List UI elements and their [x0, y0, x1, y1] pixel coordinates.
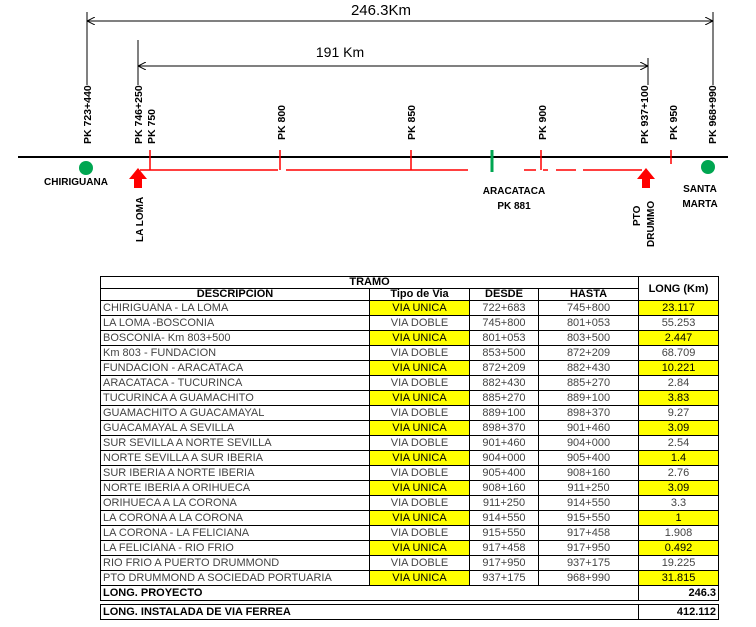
sections-table-body — [101, 301, 719, 586]
long-cell: 31.815 — [639, 571, 719, 586]
descripcion-cell: PTO DRUMMOND A SOCIEDAD PORTUARIA — [101, 571, 370, 586]
descripcion-cell: LA FELICIANA - RIO FRIO — [101, 541, 370, 556]
long-cell: 3.3 — [639, 496, 719, 511]
long-cell: 3.09 — [639, 481, 719, 496]
table-row — [101, 496, 719, 511]
hasta-cell: 937+175 — [539, 556, 639, 571]
tipo-cell: VIA DOBLE — [370, 376, 470, 391]
tipo-cell: VIA DOBLE — [370, 316, 470, 331]
hasta-cell: 905+400 — [539, 451, 639, 466]
long-cell: 19.225 — [639, 556, 719, 571]
la-loma-arrow-icon — [129, 168, 147, 188]
rail-line-diagram — [0, 0, 756, 270]
desde-cell: 914+550 — [470, 511, 539, 526]
desde-cell: 885+270 — [470, 391, 539, 406]
hasta-cell: 898+370 — [539, 406, 639, 421]
desde-cell: 872+209 — [470, 361, 539, 376]
hasta-cell: 872+209 — [539, 346, 639, 361]
desde-cell: 853+500 — [470, 346, 539, 361]
pk-label-750: PK 750 — [146, 108, 158, 144]
descripcion-cell: LA CORONA - LA FELICIANA — [101, 526, 370, 541]
desde-cell: 917+458 — [470, 541, 539, 556]
table-row — [101, 331, 719, 346]
pk-label-937: PK 937+100 — [639, 85, 651, 144]
chiriguana-station-dot — [79, 161, 93, 175]
long-cell: 2.84 — [639, 376, 719, 391]
table-row — [101, 436, 719, 451]
table-row — [101, 301, 719, 316]
tipo-cell: VIA UNICA — [370, 301, 470, 316]
hasta-cell: 904+000 — [539, 436, 639, 451]
hasta-cell: 889+100 — [539, 391, 639, 406]
pk-label-900: PK 900 — [537, 104, 549, 140]
hasta-cell: 917+950 — [539, 541, 639, 556]
long-cell: 10.221 — [639, 361, 719, 376]
long-cell: 1 — [639, 511, 719, 526]
hasta-cell: 908+160 — [539, 466, 639, 481]
desde-cell: 722+683 — [470, 301, 539, 316]
tramo-group-header: TRAMO — [101, 277, 639, 289]
hasta-cell: 801+053 — [539, 316, 639, 331]
table-row — [101, 376, 719, 391]
hasta-cell: 885+270 — [539, 376, 639, 391]
total-value: 246.3 — [639, 586, 719, 601]
table-row — [101, 511, 719, 526]
long-cell: 1.908 — [639, 526, 719, 541]
desde-cell: 889+100 — [470, 406, 539, 421]
total-row-installed — [101, 605, 719, 620]
project-length-label: 191 Km — [315, 44, 365, 60]
tipo-cell: VIA DOBLE — [370, 526, 470, 541]
descripcion-cell: SUR SEVILLA A NORTE SEVILLA — [101, 436, 370, 451]
pto-label: PTO — [632, 205, 643, 226]
hasta-header: HASTA — [539, 289, 639, 301]
descripcion-cell: TUCURINCA A GUAMACHITO — [101, 391, 370, 406]
desde-cell: 917+950 — [470, 556, 539, 571]
table-row — [101, 526, 719, 541]
tipo-cell: VIA DOBLE — [370, 466, 470, 481]
pk-label-950: PK 950 — [668, 104, 680, 140]
santa-marta-station-dot — [701, 160, 715, 174]
aracataca-label: ARACATACA — [482, 186, 546, 197]
tipo-cell: VIA UNICA — [370, 481, 470, 496]
hasta-cell: 803+500 — [539, 331, 639, 346]
total-label: LONG. PROYECTO — [101, 586, 639, 601]
long-cell: 23.117 — [639, 301, 719, 316]
tipo-cell: VIA UNICA — [370, 361, 470, 376]
desde-cell: 911+250 — [470, 496, 539, 511]
desde-cell: 937+175 — [470, 571, 539, 586]
descripcion-header: DESCRIPCION — [101, 289, 370, 301]
long-cell: 2.54 — [639, 436, 719, 451]
table-row — [101, 451, 719, 466]
drummo-label: DRUMMO — [646, 200, 657, 247]
table-row — [101, 571, 719, 586]
long-cell: 3.83 — [639, 391, 719, 406]
tipo-header: Tipo de Via — [370, 289, 470, 301]
tipo-cell: VIA DOBLE — [370, 496, 470, 511]
pk-label-850: PK 850 — [406, 104, 418, 140]
descripcion-cell: GUACAMAYAL A SEVILLA — [101, 421, 370, 436]
table-row — [101, 391, 719, 406]
descripcion-cell: NORTE SEVILLA A SUR IBERIA — [101, 451, 370, 466]
table-row — [101, 466, 719, 481]
pk-label-968: PK 968+990 — [707, 85, 719, 144]
tipo-cell: VIA UNICA — [370, 391, 470, 406]
table-row — [101, 316, 719, 331]
tipo-cell: VIA UNICA — [370, 331, 470, 346]
santa-label: SANTA — [683, 184, 717, 195]
table-row — [101, 481, 719, 496]
long-cell: 1.4 — [639, 451, 719, 466]
sections-table — [100, 276, 719, 620]
hasta-cell: 915+550 — [539, 511, 639, 526]
total-length-label: 246.3Km — [350, 2, 412, 19]
marta-label: MARTA — [682, 199, 718, 210]
descripcion-cell: BOSCONIA- Km 803+500 — [101, 331, 370, 346]
tipo-cell: VIA DOBLE — [370, 556, 470, 571]
desde-cell: 908+160 — [470, 481, 539, 496]
desde-cell: 905+400 — [470, 466, 539, 481]
desde-cell: 882+430 — [470, 376, 539, 391]
descripcion-cell: SUR IBERIA A NORTE IBERIA — [101, 466, 370, 481]
hasta-cell: 745+800 — [539, 301, 639, 316]
descripcion-cell: LA LOMA -BOSCONIA — [101, 316, 370, 331]
long-header: LONG (Km) — [639, 277, 719, 301]
hasta-cell: 882+430 — [539, 361, 639, 376]
table-row — [101, 361, 719, 376]
long-cell: 2.447 — [639, 331, 719, 346]
descripcion-cell: ORIHUECA A LA CORONA — [101, 496, 370, 511]
desde-cell: 898+370 — [470, 421, 539, 436]
hasta-cell: 901+460 — [539, 421, 639, 436]
table-row — [101, 421, 719, 436]
hasta-cell: 914+550 — [539, 496, 639, 511]
tipo-cell: VIA UNICA — [370, 571, 470, 586]
tipo-cell: VIA DOBLE — [370, 346, 470, 361]
tipo-cell: VIA UNICA — [370, 511, 470, 526]
table-row — [101, 541, 719, 556]
desde-cell: 801+053 — [470, 331, 539, 346]
descripcion-cell: FUNDACION - ARACATACA — [101, 361, 370, 376]
descripcion-cell: NORTE IBERIA A ORIHUECA — [101, 481, 370, 496]
descripcion-cell: CHIRIGUANA - LA LOMA — [101, 301, 370, 316]
pk-label-723: PK 723+440 — [82, 85, 94, 144]
total-row-project — [101, 586, 719, 601]
pk-label-800: PK 800 — [276, 104, 288, 140]
total-value: 412.112 — [639, 605, 719, 620]
chiriguana-label: CHIRIGUANA — [44, 177, 108, 188]
long-cell: 2.76 — [639, 466, 719, 481]
descripcion-cell: GUAMACHITO A GUACAMAYAL — [101, 406, 370, 421]
desde-cell: 904+000 — [470, 451, 539, 466]
tipo-cell: VIA DOBLE — [370, 436, 470, 451]
long-cell: 55.253 — [639, 316, 719, 331]
hasta-cell: 968+990 — [539, 571, 639, 586]
la-loma-label: LA LOMA — [135, 196, 146, 242]
hasta-cell: 911+250 — [539, 481, 639, 496]
descripcion-cell: LA CORONA A LA CORONA — [101, 511, 370, 526]
long-cell: 3.09 — [639, 421, 719, 436]
desde-cell: 901+460 — [470, 436, 539, 451]
desde-cell: 915+550 — [470, 526, 539, 541]
tipo-cell: VIA UNICA — [370, 421, 470, 436]
hasta-cell: 917+458 — [539, 526, 639, 541]
table-row — [101, 346, 719, 361]
aracataca-pk-label: PK 881 — [497, 201, 531, 212]
tipo-cell: VIA UNICA — [370, 541, 470, 556]
table-row — [101, 556, 719, 571]
tipo-cell: VIA DOBLE — [370, 406, 470, 421]
long-cell: 9.27 — [639, 406, 719, 421]
desde-header: DESDE — [470, 289, 539, 301]
desde-cell: 745+800 — [470, 316, 539, 331]
descripcion-cell: ARACATACA - TUCURINCA — [101, 376, 370, 391]
descripcion-cell: RIO FRIO A PUERTO DRUMMOND — [101, 556, 370, 571]
tipo-cell: VIA UNICA — [370, 451, 470, 466]
pk-label-746: PK 746+250 — [133, 85, 145, 144]
long-cell: 68.709 — [639, 346, 719, 361]
descripcion-cell: Km 803 - FUNDACION — [101, 346, 370, 361]
total-label: LONG. INSTALADA DE VIA FERREA — [101, 605, 639, 620]
long-cell: 0.492 — [639, 541, 719, 556]
pto-drummond-arrow-icon — [637, 168, 655, 188]
table-row — [101, 406, 719, 421]
